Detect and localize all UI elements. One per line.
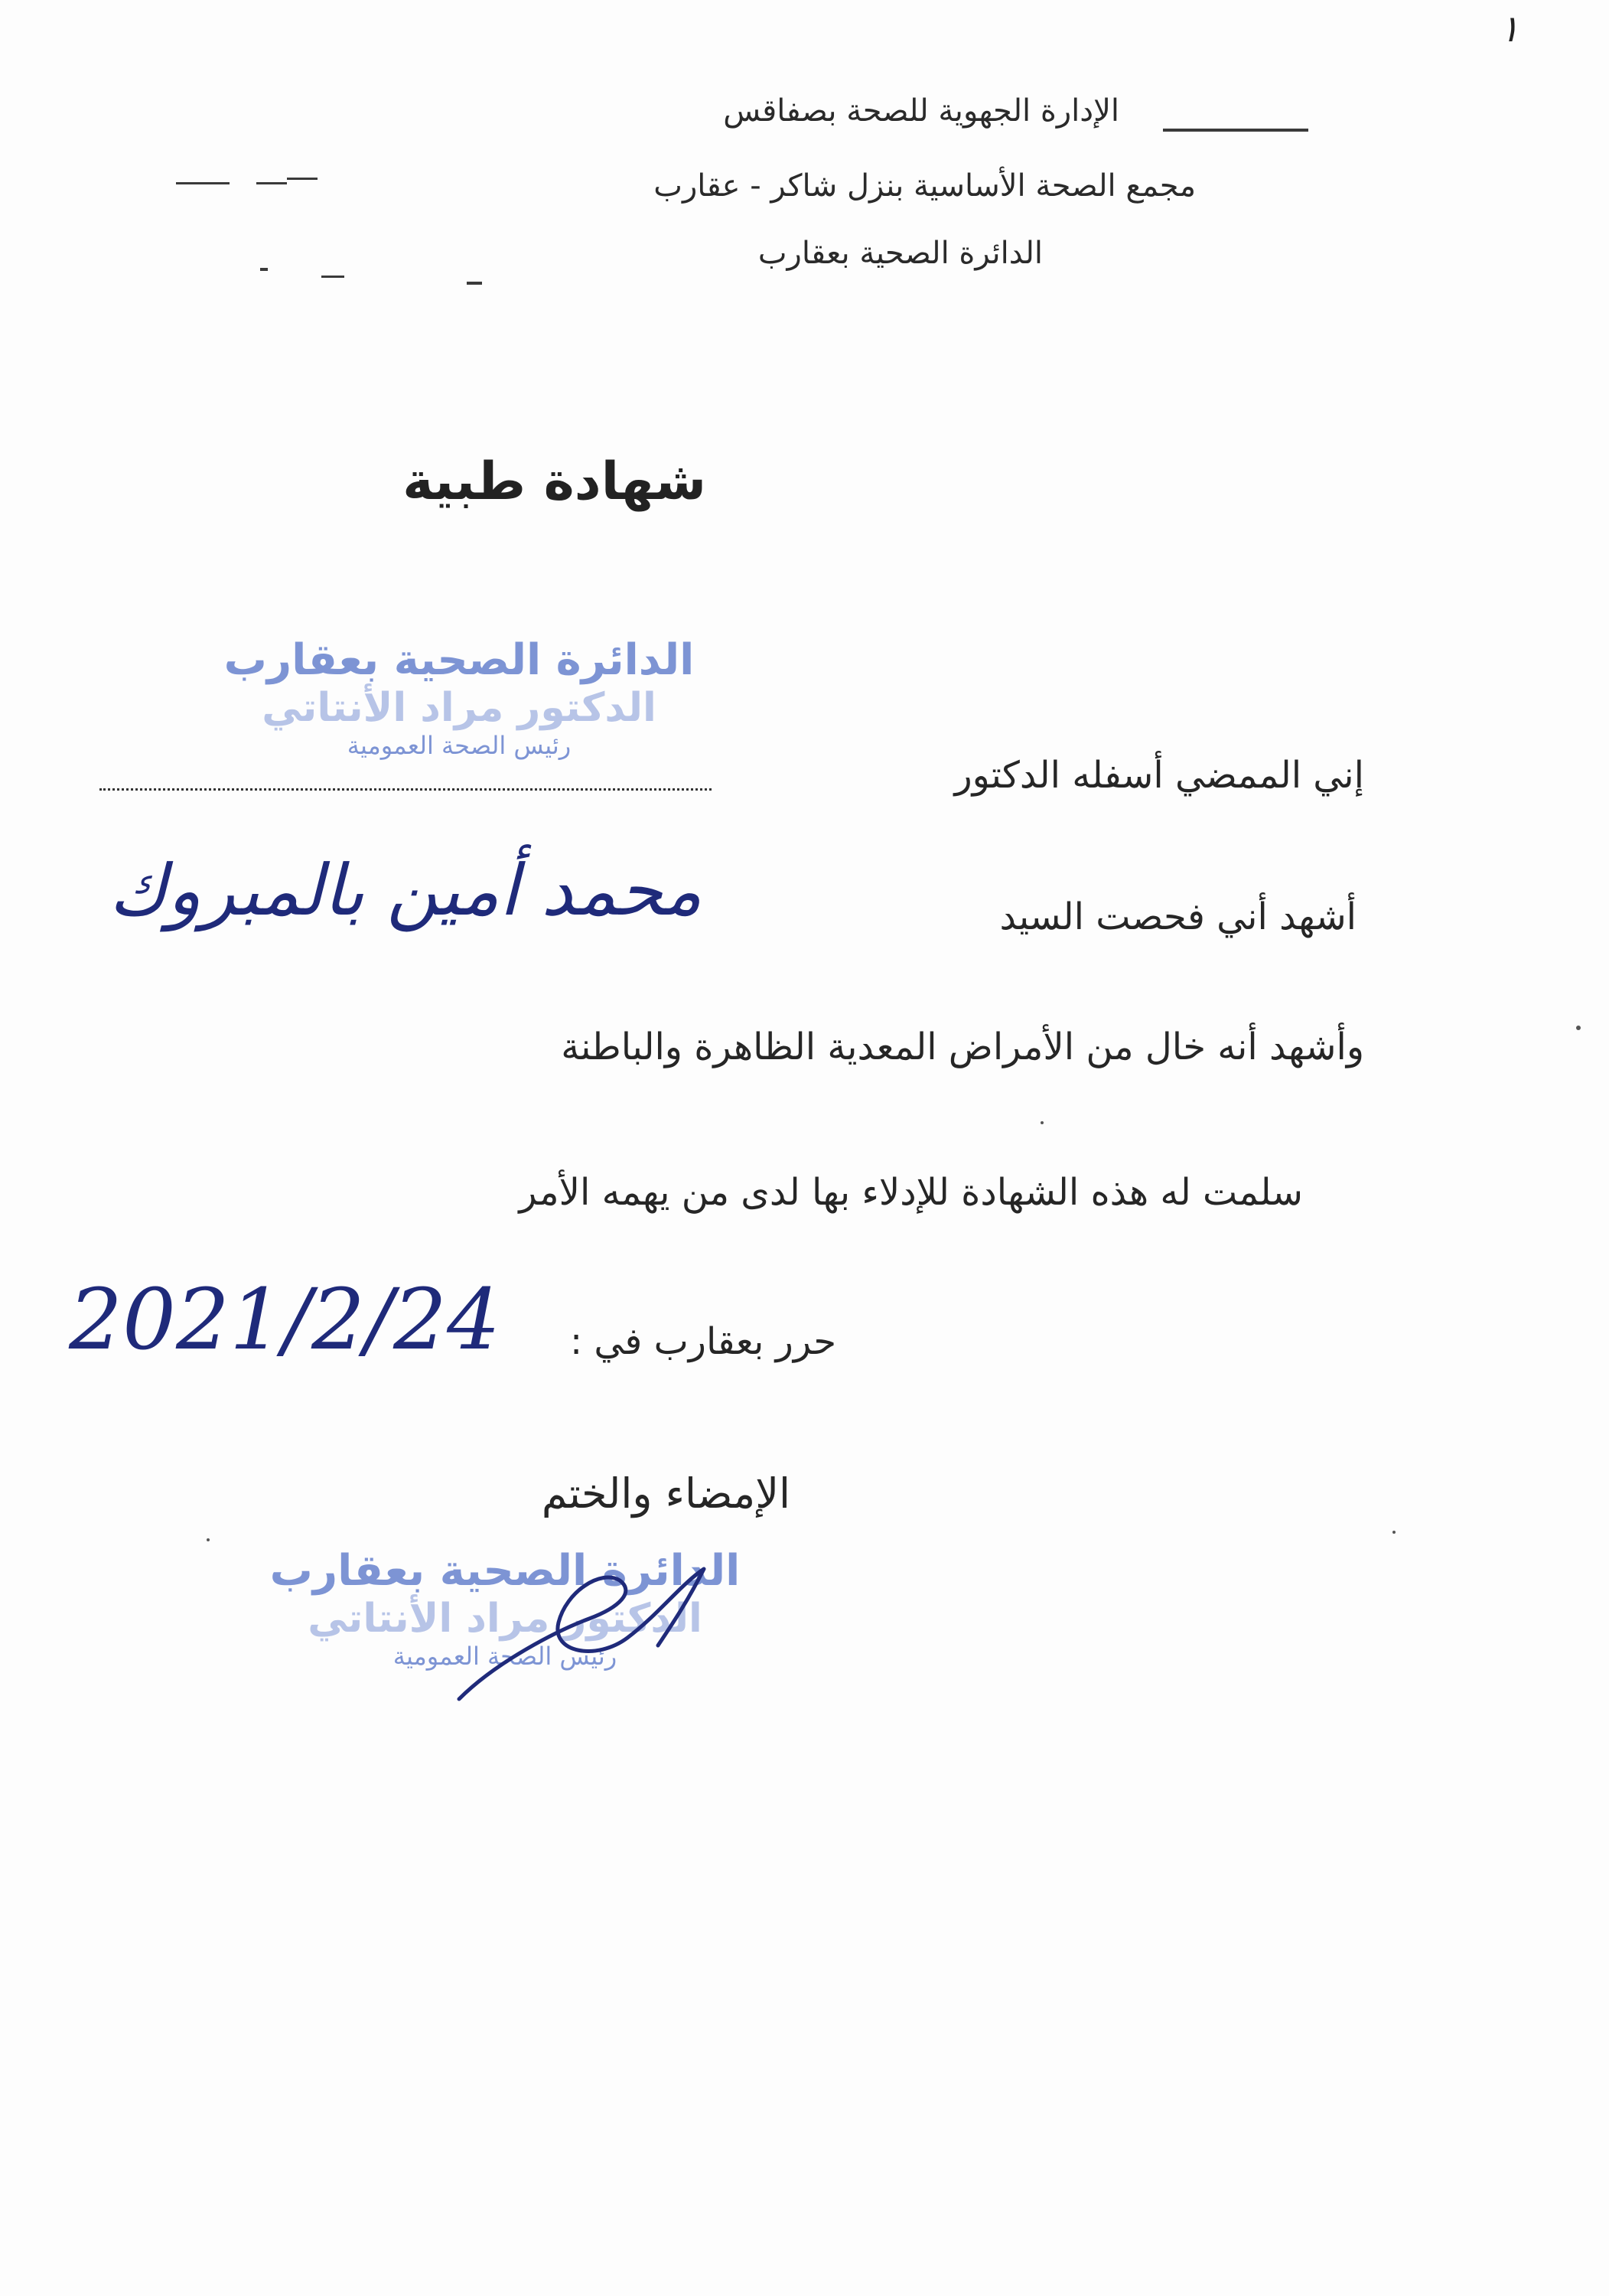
scan-speck <box>1041 1121 1044 1124</box>
header-dash <box>467 282 482 285</box>
scan-speck <box>1576 1026 1581 1030</box>
body-line-2: أشهد أني فحصت السيد <box>999 895 1357 938</box>
header-line-2: مجمع الصحة الأساسية بنزل شاكر - عقارب <box>653 168 1196 204</box>
signature-label: الإمضاء والختم <box>541 1469 790 1518</box>
body-line-5: حرر بعقارب في : <box>569 1320 836 1363</box>
header-dash <box>256 182 287 184</box>
body-line-4: سلمت له هذه الشهادة للإدلاء بها لدى من يهمه الأمر <box>519 1171 1303 1214</box>
header-dash <box>321 276 344 278</box>
stamp-bottom-line-1: الدائرة الصحية بعقارب <box>269 1546 741 1596</box>
header-line-3: الدائرة الصحية بعقارب <box>757 236 1043 271</box>
header-line-1: الإدارة الجهوية للصحة بصفاقس <box>723 93 1119 129</box>
stamp-bottom-line-2: الدكتور مراد الأنتاتي <box>308 1596 702 1642</box>
page-number: ١ <box>1500 8 1519 51</box>
header-dash <box>176 182 230 184</box>
patient-name-handwritten: محمد أمين بالمبروك <box>109 850 702 931</box>
dotted-fill-line <box>99 788 712 791</box>
stamp-top-line-2: الدكتور مراد الأنتاتي <box>262 685 656 731</box>
signature-scribble <box>428 1546 750 1722</box>
scan-speck <box>207 1538 210 1541</box>
header-dash <box>287 178 318 180</box>
body-line-1: إني الممضي أسفله الدكتور <box>954 754 1364 797</box>
stamp-top-line-1: الدائرة الصحية بعقارب <box>223 635 695 685</box>
header-dash <box>260 268 268 271</box>
body-line-3: وأشهد أنه خال من الأمراض المعدية الظاهرة والباطنة <box>561 1026 1364 1068</box>
header-dash <box>1163 129 1308 132</box>
official-stamp-top <box>214 635 704 760</box>
stamp-top-line-3: رئيس الصحة العمومية <box>347 731 572 760</box>
scan-speck <box>1392 1531 1396 1534</box>
document-title: شهادة طبية <box>402 452 706 512</box>
stamp-bottom-line-3: رئيس الصحة العمومية <box>392 1642 617 1671</box>
date-handwritten: 2021/2/24 <box>69 1270 501 1368</box>
